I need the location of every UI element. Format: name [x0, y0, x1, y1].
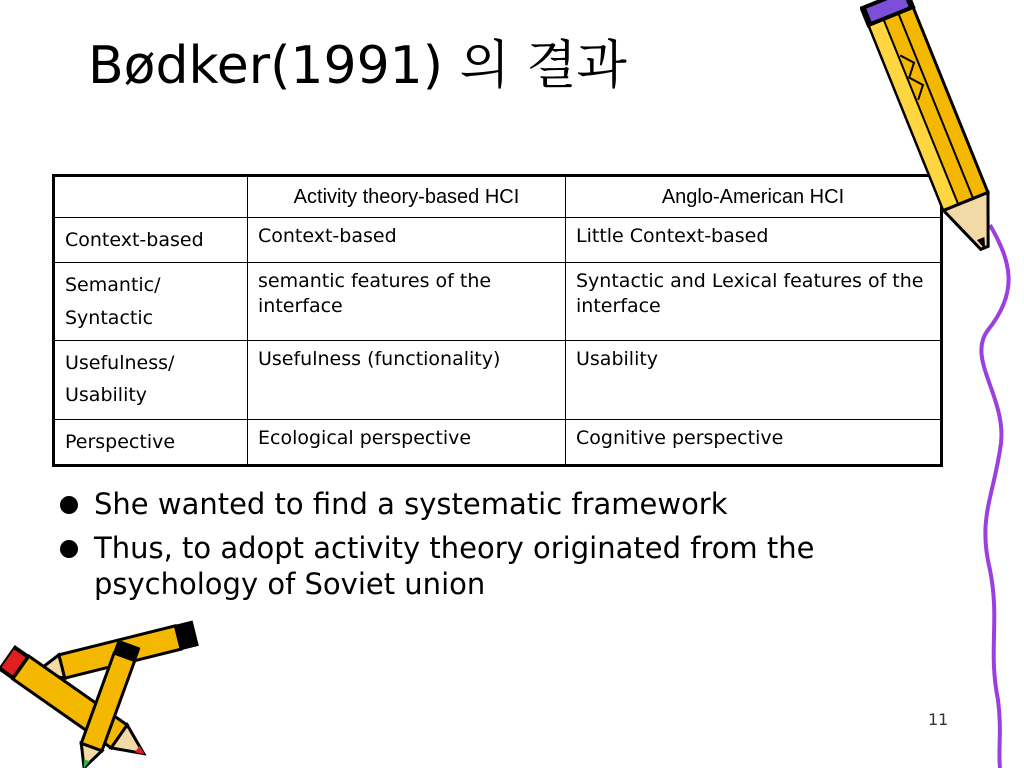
slide-title: Bødker(1991) 의 결과 [88, 36, 627, 96]
bullet-list [58, 486, 918, 610]
table-header-cell: Anglo-American HCI [566, 176, 942, 218]
table-cell: Usefulness/ Usability [54, 340, 248, 419]
bullet-text: She wanted to find a systematic framework [94, 487, 728, 521]
table-cell: Ecological perspective [248, 419, 566, 465]
table-row [54, 419, 942, 465]
table-row [54, 218, 942, 263]
table-cell: semantic features of the interface [248, 263, 566, 341]
table-cell: Context-based [54, 218, 248, 263]
table-header-row [54, 176, 942, 218]
bullet-dot-icon [60, 540, 78, 558]
table-cell: Semantic/ Syntactic [54, 263, 248, 341]
pencil-icon [860, 0, 1024, 768]
table-cell: Usefulness (functionality) [248, 340, 566, 419]
table-cell: Perspective [54, 419, 248, 465]
table-cell: Syntactic and Lexical features of the interface [566, 263, 942, 341]
table-header-cell [54, 176, 248, 218]
comparison-table [52, 174, 943, 467]
bullet-item [58, 530, 918, 602]
table-cell: Cognitive perspective [566, 419, 942, 465]
table-row [54, 263, 942, 341]
bullet-item [58, 486, 918, 522]
table-cell: Context-based [248, 218, 566, 263]
table-cell: Little Context-based [566, 218, 942, 263]
bullet-dot-icon [60, 496, 78, 514]
table-row [54, 340, 942, 419]
table-header-cell: Activity theory-based HCI [248, 176, 566, 218]
page-number: 11 [928, 710, 949, 729]
table-cell: Usability [566, 340, 942, 419]
bullet-text: Thus, to adopt activity theory originated from the psychology of Soviet union [94, 531, 815, 601]
pencils-icon [0, 612, 210, 768]
